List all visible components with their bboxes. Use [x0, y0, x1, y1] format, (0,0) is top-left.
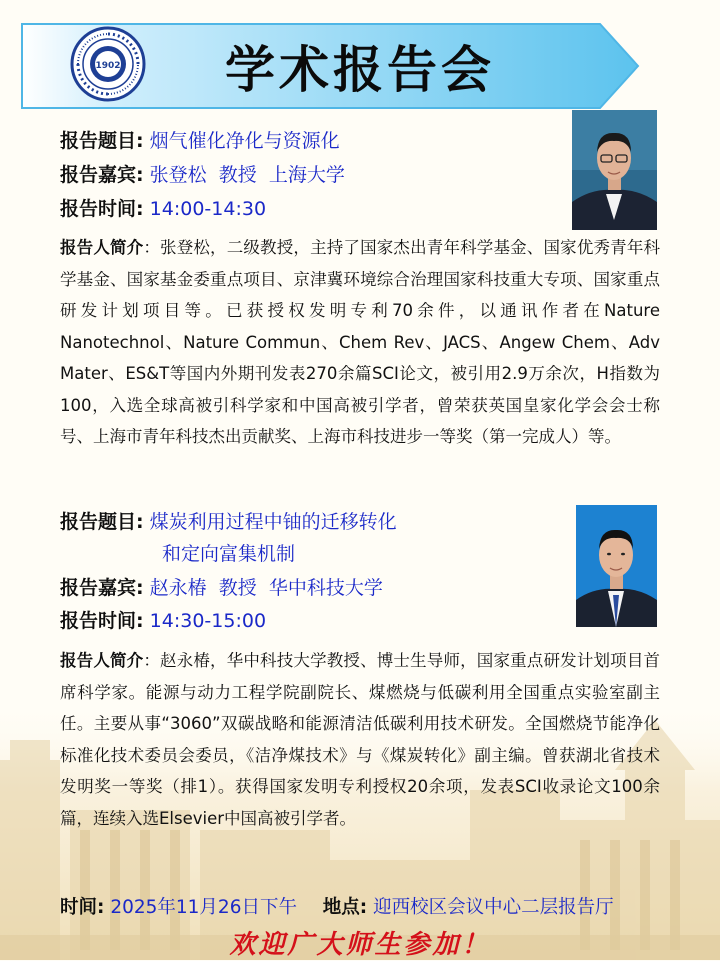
event-time-label: 时间 — [60, 897, 98, 918]
talk2-time-value: 14:30-15:00 — [149, 610, 267, 632]
talk1-speaker: 报告嘉宾: 张登松 教授 上海大学 — [60, 164, 345, 186]
talk2-topic-label: 报告题目 — [60, 511, 137, 533]
talk1-bio-label: 报告人简介 — [60, 238, 144, 257]
talk2-topic: 报告题目: 煤炭利用过程中铀的迁移转化 — [60, 511, 397, 533]
page-title: 学术报告会 — [225, 41, 495, 99]
university-logo — [70, 26, 146, 102]
svg-text:1902: 1902 — [95, 61, 121, 71]
event-place-value: 迎西校区会议中心二层报告厅 — [373, 897, 614, 918]
talk1-time: 报告时间: 14:00-14:30 — [60, 198, 267, 220]
talk2-speaker: 报告嘉宾: 赵永椿 教授 华中科技大学 — [60, 577, 383, 599]
talk1-speaker-value: 张登松 教授 上海大学 — [149, 164, 345, 186]
talk1-topic-label: 报告题目 — [60, 130, 137, 152]
talk2-speaker-label: 报告嘉宾 — [60, 577, 137, 599]
talk2-topic-value-line1: 煤炭利用过程中铀的迁移转化 — [149, 511, 397, 533]
talk1-bio — [60, 232, 660, 453]
talk2-speaker-value: 赵永椿 教授 华中科技大学 — [149, 577, 383, 599]
talk2-bio-text: ：赵永椿，华中科技大学教授、博士生导师，国家重点研发计划项目首席科学家。能源与动力工程学院副院长、煤燃烧与低碳利用全国重点实验室副主任。主要从事“3060”双碳战略和能源清洁低碳利用技术研发。全国燃烧节能净化标准化技术委员会委员，《洁净煤技术》与《煤炭转化》副主编。曾获湖北省技术发明奖一等奖（排1）。获得国家发明专利授权20余项，发表SCI收录论文100余篇，连续入选Elsevier中国高被引学者。 — [60, 651, 661, 828]
speaker2-photo — [576, 505, 657, 627]
talk2-topic-line2 — [162, 539, 295, 566]
talk1-topic: 报告题目: 烟气催化净化与资源化 — [60, 130, 340, 152]
talk1-time-label: 报告时间 — [60, 198, 137, 220]
talk2-bio-label: 报告人简介 — [60, 651, 144, 670]
event-place-label: 地点 — [322, 897, 360, 918]
talk1-speaker-label: 报告嘉宾 — [60, 164, 137, 186]
welcome-slogan: 欢迎广大师生参加！ — [229, 930, 491, 960]
talk1-time-value: 14:00-14:30 — [149, 198, 267, 220]
talk1-bio-text: ：张登松，二级教授，主持了国家杰出青年科学基金、国家优秀青年科学基金、国家基金委重点项目、京津冀环境综合治理国家科技重大专项、国家重点研发计划项目等。已获授权发明专利70余件，以通讯作者在Nature Nanotechnol、Nature Commun、Chem Rev、JACS、Angew Chem、Adv Mater、ES&T等国内外期刊发表270余篇SCI论文，被引用2.9万余次，H指数为100，入选全球高被引科学家和中国高被引学者，曾荣获英国皇家化学会会士称号、上海市青年科技杰出贡献奖、上海市科技进步一等奖（第一完成人）等。 — [60, 238, 661, 446]
talk1-topic-value: 烟气催化净化与资源化 — [149, 130, 340, 152]
talk2-bio — [60, 645, 660, 834]
event-time-place: 时间: 2025年11月26日下午 地点: 迎西校区会议中心二层报告厅 — [60, 897, 614, 918]
talk2-topic-value-line2: 和定向富集机制 — [162, 543, 296, 565]
speaker1-photo — [572, 110, 657, 230]
talk2-time: 报告时间: 14:30-15:00 — [60, 610, 267, 632]
talk2-time-label: 报告时间 — [60, 610, 137, 632]
event-time-value: 2025年11月26日下午 — [110, 897, 297, 918]
